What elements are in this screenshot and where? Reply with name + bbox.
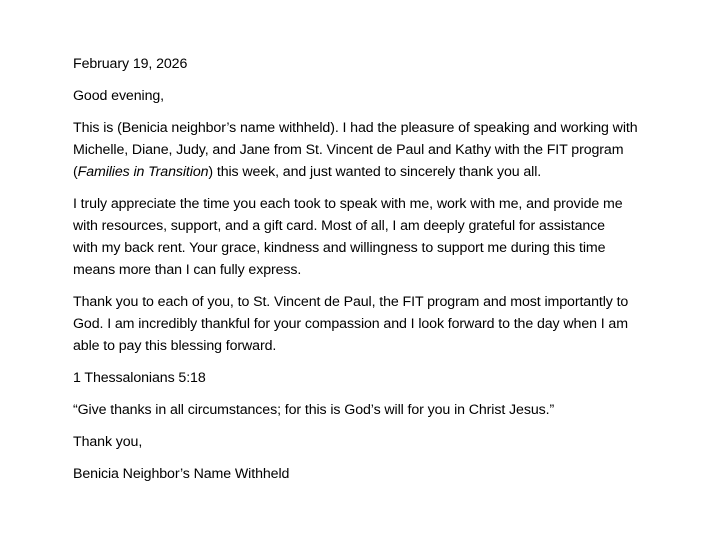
paragraph-intro [73,117,693,183]
verse-quote: “Give thanks in all circumstances; for this is God’s will for you in Christ Jesus.” [73,402,555,418]
paragraph-appreciation-line: with my back rent. Your grace, kindness and willingness to support me during this time [73,240,606,256]
letter-signature: Benicia Neighbor’s Name Withheld [73,466,290,482]
letter-closing: Thank you, [73,434,143,450]
paragraph-intro-line-rest: ) this week, and just wanted to sincerely thank you all. [208,164,542,180]
paragraph-thanks-line: able to pay this blessing forward. [73,338,277,354]
letter-greeting: Good evening, [73,88,164,104]
paragraph-intro-line: This is (Benicia neighbor’s name withheld). I had the pleasure of speaking and working with [73,120,638,136]
paragraph-thanks-line: God. I am incredibly thankful for your compassion and I look forward to the day when I am [73,316,628,332]
open-paren: ( [73,164,78,180]
paragraph-appreciation-line: means more than I can fully express. [73,262,302,278]
paragraph-intro-line: Michelle, Diane, Judy, and Jane from St. Vincent de Paul and Kathy with the FIT program [73,142,624,158]
letter-date: February 19, 2026 [73,56,188,72]
paragraph-appreciation-line: with resources, support, and a gift card. Most of all, I am deeply grateful for assistance [73,218,605,234]
letter-body [73,53,693,495]
verse-reference: 1 Thessalonians 5:18 [73,370,206,386]
paragraph-thanks [73,291,693,357]
program-name-italic: Families in Transition [77,164,209,180]
paragraph-thanks-line: Thank you to each of you, to St. Vincent de Paul, the FIT program and most importantly to [73,294,629,310]
paragraph-appreciation-line: I truly appreciate the time you each took to speak with me, work with me, and provide me [73,196,623,212]
paragraph-appreciation [73,193,693,281]
paragraph-intro-line [73,161,693,183]
